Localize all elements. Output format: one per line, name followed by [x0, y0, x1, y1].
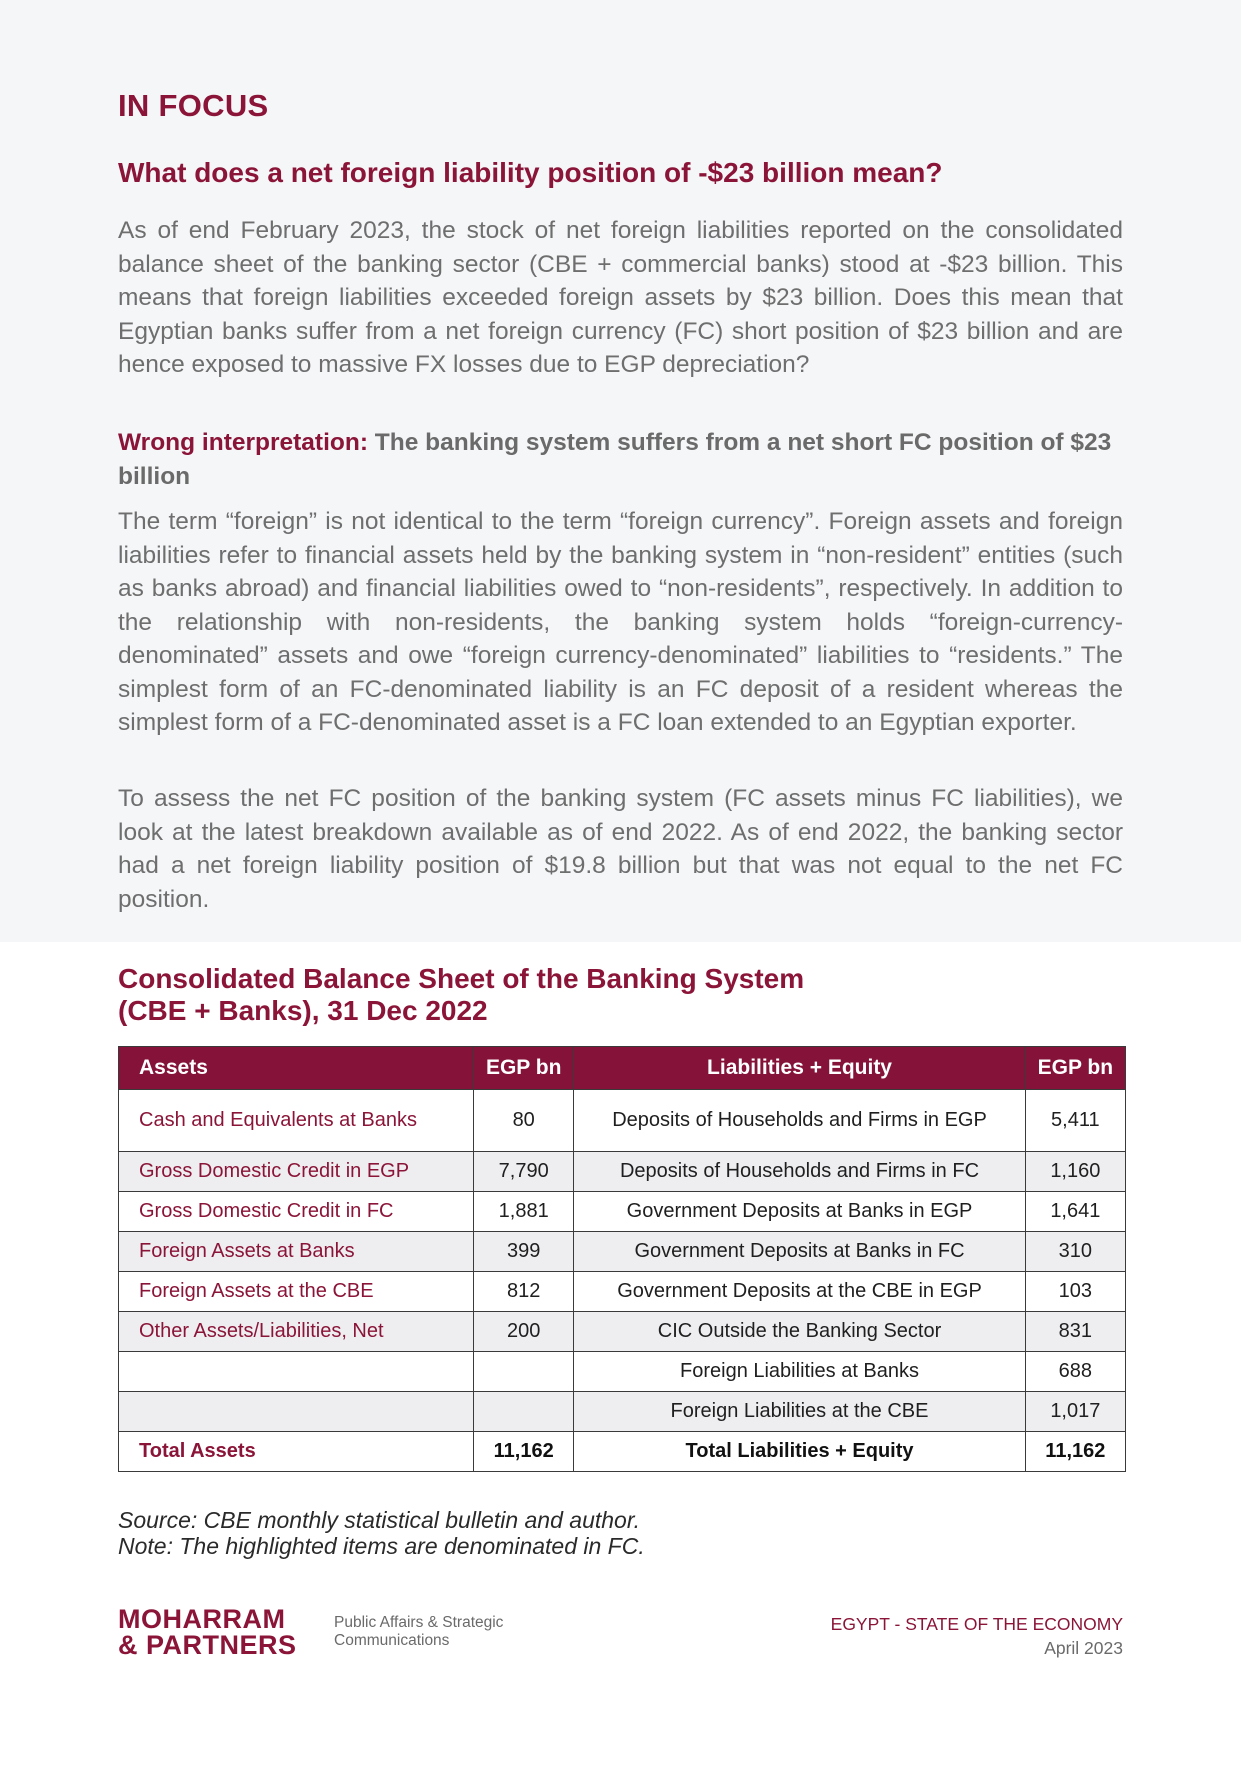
liability-value: 688	[1025, 1352, 1125, 1392]
logo-tagline-line2: Communications	[334, 1632, 450, 1649]
total-liabilities-value: 11,162	[1025, 1432, 1125, 1472]
asset-name	[119, 1392, 474, 1432]
table-note: Note: The highlighted items are denominated in FC.	[118, 1533, 645, 1559]
header-liabilities-egp: EGP bn	[1025, 1047, 1125, 1090]
liability-value: 1,641	[1025, 1192, 1125, 1232]
paragraph-net-fc: To assess the net FC position of the banking system (FC assets minus FC liabilities), we look at the latest breakdown available as of end 2022. As of end 2022, the banking sector had a net foreign liability position of $19.8 billion but that was not equal to the net FC position.	[118, 785, 1123, 913]
table-row	[119, 1090, 1126, 1152]
liability-value: 5,411	[1025, 1090, 1125, 1152]
liability-name: Government Deposits at Banks in FC	[574, 1232, 1025, 1272]
asset-value	[474, 1352, 574, 1392]
table-row	[119, 1192, 1126, 1232]
header-liabilities: Liabilities + Equity	[574, 1047, 1025, 1090]
asset-name: Foreign Assets at the CBE	[119, 1272, 474, 1312]
logo-line1: MOHARRAM	[118, 1604, 286, 1634]
asset-name: Gross Domestic Credit in EGP	[119, 1152, 474, 1192]
asset-value: 200	[474, 1312, 574, 1352]
liability-name: Foreign Liabilities at the CBE	[574, 1392, 1025, 1432]
liability-value: 1,160	[1025, 1152, 1125, 1192]
liability-value: 103	[1025, 1272, 1125, 1312]
liability-value: 831	[1025, 1312, 1125, 1352]
total-assets-value: 11,162	[474, 1432, 574, 1472]
table-total-row	[119, 1432, 1126, 1472]
table-title	[118, 963, 1123, 1027]
asset-value: 812	[474, 1272, 574, 1312]
asset-value: 7,790	[474, 1152, 574, 1192]
liability-name: CIC Outside the Banking Sector	[574, 1312, 1025, 1352]
liability-value: 310	[1025, 1232, 1125, 1272]
liability-name: Deposits of Households and Firms in EGP	[574, 1090, 1025, 1152]
table-row	[119, 1152, 1126, 1192]
total-assets-label: Total Assets	[119, 1432, 474, 1472]
asset-value: 80	[474, 1090, 574, 1152]
liability-name: Deposits of Households and Firms in FC	[574, 1152, 1025, 1192]
asset-name: Foreign Assets at Banks	[119, 1232, 474, 1272]
asset-name: Gross Domestic Credit in FC	[119, 1192, 474, 1232]
liability-value: 1,017	[1025, 1392, 1125, 1432]
asset-value: 399	[474, 1232, 574, 1272]
table-title-line2: (CBE + Banks), 31 Dec 2022	[118, 995, 488, 1026]
paragraph-foreign-vs-fc: The term “foreign” is not identical to the term “foreign currency”. Foreign assets and foreign liabilities refer to financial assets held by the banking system in “non-resident” entities (such as banks abroad) and financial liabilities owed to “non-residents”, respectively. In addition to the relationship with non-residents, the banking system holds “foreign-currency-denominated” assets and owe “foreign currency-denominated” liabilities to “residents.” The simplest form of an FC-denominated liability is an FC deposit of a resident whereas the simplest form of a FC-denominated asset is a FC loan extended to an Egyptian exporter.	[118, 508, 1123, 736]
table-row	[119, 1272, 1126, 1312]
liability-name: Government Deposits at the CBE in EGP	[574, 1272, 1025, 1312]
header-assets: Assets	[119, 1047, 474, 1090]
section-label: IN FOCUS	[118, 88, 269, 123]
asset-name	[119, 1352, 474, 1392]
logo-tagline	[334, 1614, 503, 1650]
company-logo	[118, 1606, 297, 1658]
wrong-interpretation-text: The banking system suffers from a net short FC position of $23 billion	[118, 429, 1112, 490]
asset-value	[474, 1392, 574, 1432]
publication-date: April 2023	[1044, 1638, 1123, 1658]
wrong-interpretation	[118, 426, 1123, 493]
asset-name: Cash and Equivalents at Banks	[119, 1090, 474, 1152]
asset-name: Other Assets/Liabilities, Net	[119, 1312, 474, 1352]
footer-publication	[831, 1612, 1123, 1660]
asset-value: 1,881	[474, 1192, 574, 1232]
liability-name: Foreign Liabilities at Banks	[574, 1352, 1025, 1392]
balance-sheet-table	[118, 1046, 1126, 1472]
page-title: What does a net foreign liability position of -$23 billion mean?	[118, 157, 943, 188]
wrong-interpretation-lead: Wrong interpretation:	[118, 429, 368, 456]
table-source: Source: CBE monthly statistical bulletin and author.	[118, 1507, 641, 1533]
liability-name: Government Deposits at Banks in EGP	[574, 1192, 1025, 1232]
table-row	[119, 1352, 1126, 1392]
total-liabilities-label: Total Liabilities + Equity	[574, 1432, 1025, 1472]
paragraph-intro: As of end February 2023, the stock of net foreign liabilities reported on the consolidated balance sheet of the banking sector (CBE + commercial banks) stood at -$23 billion. This means that foreign liabilities exceeded foreign assets by $23 billion. Does this mean that Egyptian banks suffer from a net foreign currency (FC) short position of $23 billion and are hence exposed to massive FX losses due to EGP depreciation?	[118, 217, 1123, 378]
logo-line2: & PARTNERS	[118, 1630, 297, 1660]
table-title-line1: Consolidated Balance Sheet of the Banking System	[118, 963, 805, 994]
table-row	[119, 1232, 1126, 1272]
table-row	[119, 1312, 1126, 1352]
table-notes	[118, 1507, 1123, 1559]
publication-title: EGYPT - STATE OF THE ECONOMY	[830, 1614, 1123, 1634]
table-header-row	[119, 1047, 1126, 1090]
table-row	[119, 1392, 1126, 1432]
logo-tagline-line1: Public Affairs & Strategic	[334, 1614, 504, 1631]
header-assets-egp: EGP bn	[474, 1047, 574, 1090]
